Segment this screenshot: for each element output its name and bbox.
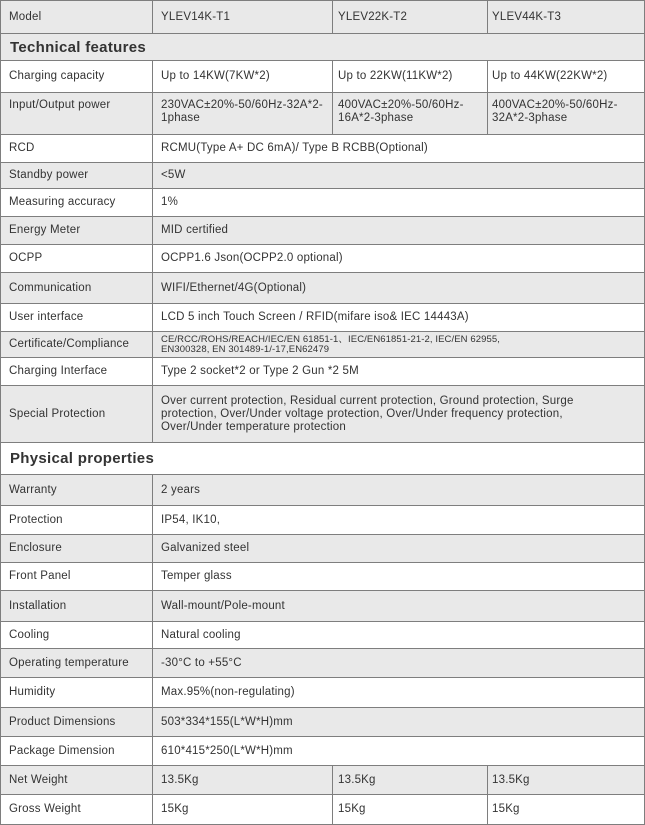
label-certificate: Certificate/Compliance	[9, 338, 130, 350]
grid-line-label-divider-phys	[152, 474, 153, 825]
label-humidity: Humidity	[9, 686, 56, 698]
model-3: YLEV44K-T3	[492, 10, 562, 23]
label-cooling: Cooling	[9, 628, 50, 641]
label-gross-weight: Gross Weight	[9, 803, 81, 815]
model-label: Model	[9, 10, 42, 23]
label-accuracy: Measuring accuracy	[9, 196, 116, 208]
value-user-interface: LCD 5 inch Touch Screen / RFID(mifare iso& IEC 14443A)	[161, 311, 469, 323]
row-gross-weight	[0, 794, 645, 824]
row-enclosure	[0, 534, 645, 562]
value-cooling: Natural cooling	[161, 628, 241, 641]
section-physical	[0, 442, 645, 474]
value-charging-interface: Type 2 socket*2 or Type 2 Gun *2 5M	[161, 365, 359, 377]
label-product-dimensions: Product Dimensions	[9, 715, 116, 728]
value-io-power-t3: 400VAC±20%-50/60Hz-32A*2-3phase	[492, 99, 618, 124]
grid-line-left	[0, 0, 1, 825]
value-protection: IP54, IK10,	[161, 513, 221, 526]
value-product-dimensions: 503*334*155(L*W*H)mm	[161, 715, 293, 728]
row-cooling	[0, 621, 645, 648]
row-installation	[0, 590, 645, 621]
row-package-dimension	[0, 736, 645, 765]
row-charging-interface	[0, 357, 645, 385]
value-ocpp: OCPP1.6 Json(OCPP2.0 optional)	[161, 252, 343, 264]
grid-line-label-divider-tech	[152, 60, 153, 442]
label-net-weight: Net Weight	[9, 773, 68, 786]
label-ocpp: OCPP	[9, 252, 43, 264]
label-energy-meter: Energy Meter	[9, 224, 81, 236]
value-warranty: 2 years	[161, 483, 201, 496]
value-charging-capacity-t3: Up to 44KW(22KW*2)	[492, 70, 608, 82]
grid-line-col2-header	[332, 0, 333, 33]
row-certificate	[0, 331, 645, 357]
label-enclosure: Enclosure	[9, 542, 62, 554]
value-net-weight-t2: 13.5Kg	[338, 773, 376, 786]
row-rcd	[0, 134, 645, 162]
value-installation: Wall-mount/Pole-mount	[161, 599, 285, 612]
grid-line-col3-header	[487, 0, 488, 33]
label-charging-capacity: Charging capacity	[9, 70, 105, 82]
value-gross-weight-t3: 15Kg	[492, 803, 520, 815]
value-standby: <5W	[161, 169, 186, 181]
model-2: YLEV22K-T2	[338, 10, 408, 23]
value-humidity: Max.95%(non-regulating)	[161, 686, 295, 698]
value-net-weight-t3: 13.5Kg	[492, 773, 530, 786]
section-title-physical: Physical properties	[10, 450, 155, 467]
row-standby	[0, 162, 645, 188]
label-protection: Protection	[9, 513, 63, 526]
row-user-interface	[0, 303, 645, 331]
row-protection	[0, 505, 645, 534]
label-io-power: Input/Output power	[9, 99, 111, 111]
value-special-protection: Over current protection, Residual current protection, Ground protection, Surge protection, Over/Under voltage protection, Over/Under frequency protection, Over/Under temperature protection	[161, 394, 574, 433]
value-net-weight-t1: 13.5Kg	[161, 773, 199, 786]
row-communication	[0, 272, 645, 303]
row-io-power	[0, 92, 645, 134]
row-charging-capacity	[0, 60, 645, 92]
row-front-panel	[0, 562, 645, 590]
value-charging-capacity-t1: Up to 14KW(7KW*2)	[161, 70, 270, 82]
value-rcd: RCMU(Type A+ DC 6mA)/ Type B RCBB(Optional)	[161, 142, 428, 154]
row-product-dimensions	[0, 707, 645, 736]
row-warranty	[0, 474, 645, 505]
value-enclosure: Galvanized steel	[161, 542, 250, 554]
value-charging-capacity-t2: Up to 22KW(11KW*2)	[338, 70, 453, 82]
value-io-power-t2: 400VAC±20%-50/60Hz-16A*2-3phase	[338, 99, 464, 124]
label-charging-interface: Charging Interface	[9, 365, 108, 377]
value-io-power-t1: 230VAC±20%-50/60Hz-32A*2-1phase	[161, 99, 323, 124]
section-title-technical: Technical features	[10, 38, 147, 56]
row-humidity	[0, 677, 645, 707]
section-technical	[0, 33, 645, 60]
label-package-dimension: Package Dimension	[9, 744, 115, 757]
grid-line-col3-weights	[487, 765, 488, 825]
value-certificate: CE/RCC/ROHS/REACH/IEC/EN 61851-1、IEC/EN61851-21-2, IEC/EN 62955, EN300328, EN 301489-1/-17,EN62479	[161, 333, 501, 355]
label-installation: Installation	[9, 599, 67, 612]
label-rcd: RCD	[9, 142, 35, 154]
label-warranty: Warranty	[9, 483, 57, 496]
label-front-panel: Front Panel	[9, 570, 71, 582]
label-operating-temp: Operating temperature	[9, 656, 129, 669]
grid-line-col2-tech	[332, 60, 333, 134]
label-standby: Standby power	[9, 169, 89, 181]
row-net-weight	[0, 765, 645, 794]
row-accuracy	[0, 188, 645, 216]
value-gross-weight-t2: 15Kg	[338, 803, 366, 815]
grid-line-col2-weights	[332, 765, 333, 825]
row-ocpp	[0, 244, 645, 272]
row-energy-meter	[0, 216, 645, 244]
value-accuracy: 1%	[161, 196, 179, 208]
value-communication: WIFI/Ethernet/4G(Optional)	[161, 281, 307, 294]
value-energy-meter: MID certified	[161, 224, 229, 236]
grid-line-col3-tech	[487, 60, 488, 134]
value-operating-temp: -30°C to +55°C	[161, 656, 242, 669]
label-communication: Communication	[9, 281, 92, 294]
grid-line-label-divider	[152, 0, 153, 33]
value-package-dimension: 610*415*250(L*W*H)mm	[161, 744, 293, 757]
row-operating-temp	[0, 648, 645, 677]
label-user-interface: User interface	[9, 311, 84, 323]
row-special-protection	[0, 385, 645, 442]
header-row	[0, 0, 645, 33]
label-special-protection: Special Protection	[9, 407, 106, 420]
value-gross-weight-t1: 15Kg	[161, 803, 189, 815]
value-front-panel: Temper glass	[161, 570, 232, 582]
model-1: YLEV14K-T1	[161, 10, 231, 23]
